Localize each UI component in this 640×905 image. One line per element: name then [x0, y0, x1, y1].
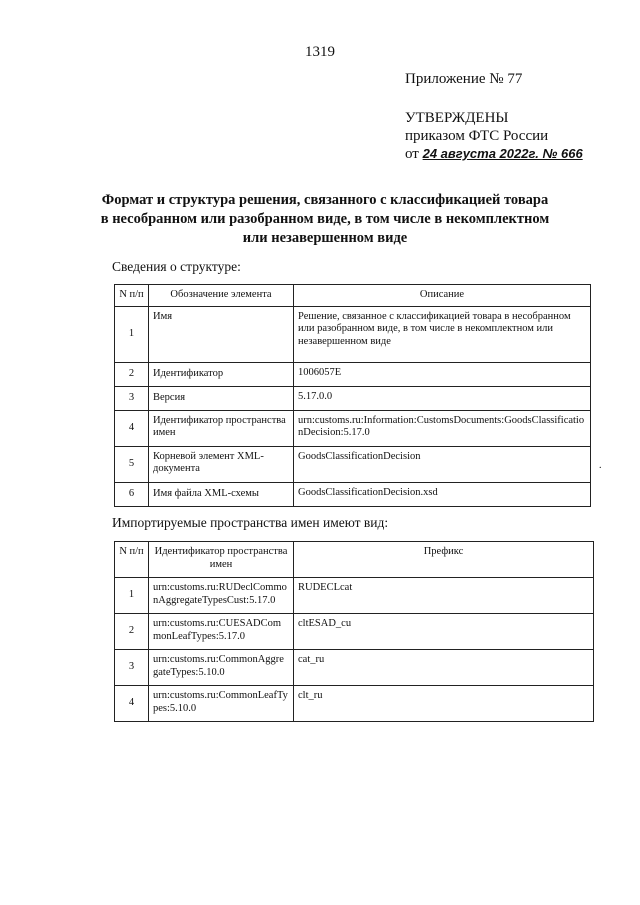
element-description: 5.17.0.0 [294, 386, 591, 410]
table-row [115, 446, 591, 482]
table-row [115, 386, 591, 410]
approval-title: УТВЕРЖДЕНЫ [405, 110, 509, 126]
approval-block [405, 109, 583, 163]
approval-date-handwritten: 24 августа 2022г. № 666 [422, 146, 583, 161]
table-row [115, 306, 591, 362]
row-number: 2 [115, 614, 149, 650]
namespace-prefix: clt_ru [294, 686, 594, 722]
column-header: Идентификатор пространства имен [149, 542, 294, 578]
stray-mark: . [599, 460, 602, 471]
row-number: 2 [115, 362, 149, 386]
namespaces-heading: Импортируемые пространства имен имеют вид: [112, 515, 389, 530]
table-row [115, 578, 594, 614]
column-header: Префикс [294, 542, 594, 578]
element-description: 1006057E [294, 362, 591, 386]
row-number: 1 [115, 306, 149, 362]
table-row [115, 686, 594, 722]
row-number: 5 [115, 446, 149, 482]
row-number: 1 [115, 578, 149, 614]
table-header-row [115, 542, 594, 578]
namespace-id: urn:customs.ru:CommonAggregateTypes:5.10.0 [149, 650, 294, 686]
structure-table [114, 284, 591, 507]
table-header-row [115, 285, 591, 307]
row-number: 3 [115, 386, 149, 410]
table-row [115, 614, 594, 650]
document-title: Формат и структура решения, связанного с классификацией товара в несобранном или разобранном виде, в том числе в некомплектном или незавершенном виде [100, 192, 550, 246]
element-name: Имя [149, 306, 294, 362]
row-number: 4 [115, 410, 149, 446]
annex-label: Приложение № 77 [405, 71, 523, 87]
column-header: N п/п [115, 285, 149, 307]
page-number: 1319 [305, 44, 335, 60]
element-description: Решение, связанное с классификацией товара в несобранном или разобранном виде, в том числе в некомплектном или незавершенном виде [294, 306, 591, 362]
element-description: GoodsClassificationDecision [294, 446, 591, 482]
column-header: N п/п [115, 542, 149, 578]
element-name: Версия [149, 386, 294, 410]
row-number: 3 [115, 650, 149, 686]
element-description: urn:customs.ru:Information:CustomsDocuments:GoodsClassificationDecision:5.17.0 [294, 410, 591, 446]
row-number: 6 [115, 482, 149, 506]
row-number: 4 [115, 686, 149, 722]
namespace-id: urn:customs.ru:CUESADCommonLeafTypes:5.17.0 [149, 614, 294, 650]
namespace-prefix: cat_ru [294, 650, 594, 686]
namespaces-table [114, 541, 594, 722]
element-name: Идентификатор пространства имен [149, 410, 294, 446]
table-row [115, 410, 591, 446]
approval-date-prefix: от [405, 146, 419, 162]
namespace-id: urn:customs.ru:RUDeclCommonAggregateTypesCust:5.17.0 [149, 578, 294, 614]
approval-date [405, 145, 583, 163]
element-description: GoodsClassificationDecision.xsd [294, 482, 591, 506]
structure-heading: Сведения о структуре: [112, 259, 241, 274]
namespace-prefix: cltESAD_cu [294, 614, 594, 650]
column-header: Обозначение элемента [149, 285, 294, 307]
element-name: Имя файла XML-схемы [149, 482, 294, 506]
namespace-prefix: RUDECLcat [294, 578, 594, 614]
table-row [115, 362, 591, 386]
element-name: Корневой элемент XML-документа [149, 446, 294, 482]
table-row [115, 650, 594, 686]
approval-order: приказом ФТС России [405, 128, 549, 144]
element-name: Идентификатор [149, 362, 294, 386]
column-header: Описание [294, 285, 591, 307]
namespace-id: urn:customs.ru:CommonLeafTypes:5.10.0 [149, 686, 294, 722]
table-row [115, 482, 591, 506]
